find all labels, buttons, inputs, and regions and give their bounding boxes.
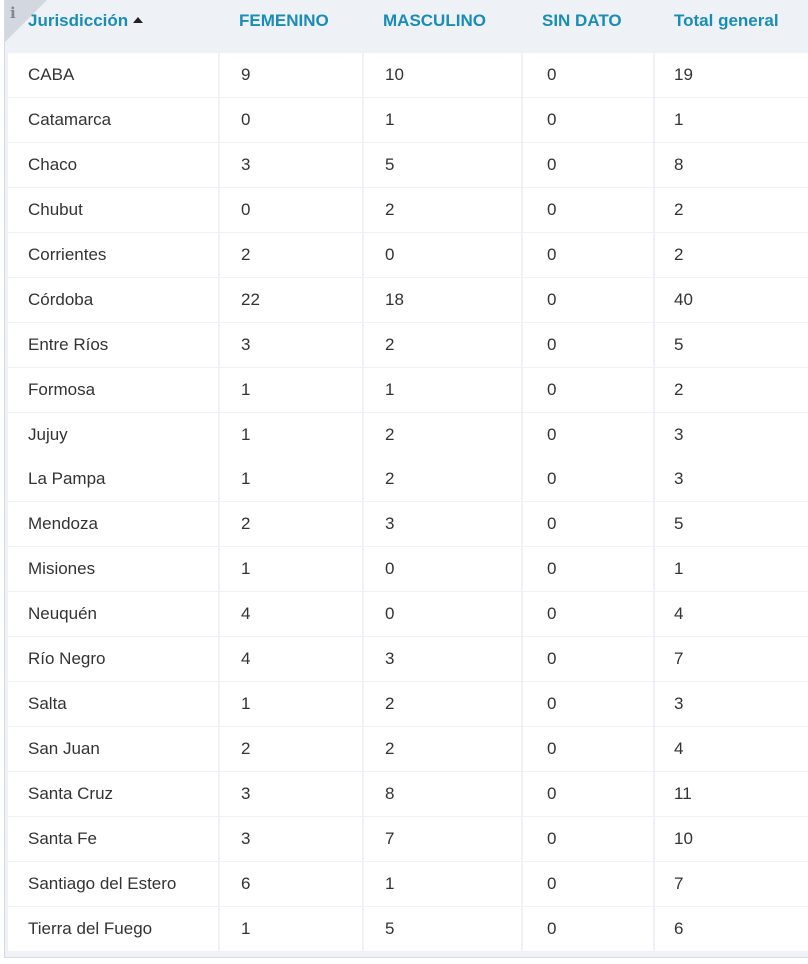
cell-sin-dato: 0 <box>523 817 653 861</box>
table-row <box>4 907 808 951</box>
cell-jurisdiccion: Santa Fe <box>8 817 218 861</box>
cell-jurisdiccion: San Juan <box>8 727 218 771</box>
cell-masculino: 5 <box>364 907 521 951</box>
cell-masculino: 8 <box>364 772 521 816</box>
table-row <box>4 682 808 726</box>
cell-femenino: 1 <box>220 547 362 591</box>
table-row <box>4 368 808 412</box>
cell-jurisdiccion: Córdoba <box>8 278 218 322</box>
cell-sin-dato: 0 <box>523 143 653 187</box>
cell-masculino: 10 <box>364 53 521 97</box>
cell-masculino: 0 <box>364 592 521 636</box>
cell-total-general: 2 <box>655 368 808 412</box>
cell-femenino: 3 <box>220 143 362 187</box>
cell-jurisdiccion: Mendoza <box>8 502 218 546</box>
cell-total-general: 3 <box>655 682 808 726</box>
cell-femenino: 1 <box>220 907 362 951</box>
cell-masculino: 1 <box>364 862 521 906</box>
cell-femenino: 0 <box>220 188 362 232</box>
table-row <box>4 53 808 97</box>
cell-sin-dato: 0 <box>523 368 653 412</box>
cell-total-general: 2 <box>655 233 808 277</box>
table-row <box>4 547 808 591</box>
cell-sin-dato: 0 <box>523 772 653 816</box>
cell-masculino: 0 <box>364 233 521 277</box>
table-row <box>4 188 808 232</box>
cell-femenino: 2 <box>220 727 362 771</box>
cell-masculino: 7 <box>364 817 521 861</box>
cell-jurisdiccion: Santiago del Estero <box>8 862 218 906</box>
table-row <box>4 817 808 861</box>
table-row <box>4 278 808 322</box>
cell-sin-dato: 0 <box>523 323 653 367</box>
sort-ascending-icon <box>133 17 143 23</box>
cell-femenino: 2 <box>220 502 362 546</box>
cell-total-general: 1 <box>655 547 808 591</box>
cell-total-general: 3 <box>655 413 808 457</box>
table-row <box>4 502 808 546</box>
cell-total-general: 2 <box>655 188 808 232</box>
table-row <box>4 727 808 771</box>
cell-femenino: 1 <box>220 457 362 501</box>
table-row <box>4 862 808 906</box>
cell-total-general: 3 <box>655 457 808 501</box>
table-row <box>4 457 808 501</box>
table-header <box>4 0 808 44</box>
cell-sin-dato: 0 <box>523 188 653 232</box>
cell-femenino: 6 <box>220 862 362 906</box>
column-header-jurisdiccion[interactable] <box>28 11 143 31</box>
cell-total-general: 7 <box>655 862 808 906</box>
cell-jurisdiccion: Misiones <box>8 547 218 591</box>
cell-sin-dato: 0 <box>523 413 653 457</box>
cell-total-general: 4 <box>655 592 808 636</box>
cell-femenino: 3 <box>220 323 362 367</box>
cell-total-general: 7 <box>655 637 808 681</box>
cell-jurisdiccion: Tierra del Fuego <box>8 907 218 951</box>
cell-total-general: 11 <box>655 772 808 816</box>
column-header-total-general[interactable]: Total general <box>674 11 779 30</box>
cell-femenino: 3 <box>220 772 362 816</box>
cell-total-general: 5 <box>655 323 808 367</box>
cell-jurisdiccion: CABA <box>8 53 218 97</box>
cell-total-general: 6 <box>655 907 808 951</box>
table-row <box>4 413 808 457</box>
cell-masculino: 1 <box>364 368 521 412</box>
cell-total-general: 8 <box>655 143 808 187</box>
table-row <box>4 143 808 187</box>
cell-masculino: 2 <box>364 457 521 501</box>
cell-femenino: 22 <box>220 278 362 322</box>
cell-masculino: 0 <box>364 547 521 591</box>
cell-jurisdiccion: Chubut <box>8 188 218 232</box>
cell-masculino: 2 <box>364 323 521 367</box>
column-header-femenino[interactable]: FEMENINO <box>239 11 329 30</box>
cell-jurisdiccion: Chaco <box>8 143 218 187</box>
cell-jurisdiccion: Salta <box>8 682 218 726</box>
cell-masculino: 2 <box>364 682 521 726</box>
cell-sin-dato: 0 <box>523 862 653 906</box>
cell-total-general: 4 <box>655 727 808 771</box>
cell-sin-dato: 0 <box>523 278 653 322</box>
table-row <box>4 98 808 142</box>
cell-femenino: 3 <box>220 817 362 861</box>
cell-total-general: 10 <box>655 817 808 861</box>
cell-masculino: 2 <box>364 413 521 457</box>
cell-masculino: 5 <box>364 143 521 187</box>
cell-total-general: 1 <box>655 98 808 142</box>
cell-jurisdiccion: Jujuy <box>8 413 218 457</box>
table-row <box>4 233 808 277</box>
table-row <box>4 323 808 367</box>
cell-sin-dato: 0 <box>523 98 653 142</box>
table-row <box>4 592 808 636</box>
cell-femenino: 9 <box>220 53 362 97</box>
table-row <box>4 772 808 816</box>
cell-jurisdiccion: Neuquén <box>8 592 218 636</box>
cell-femenino: 0 <box>220 98 362 142</box>
cell-sin-dato: 0 <box>523 727 653 771</box>
cell-sin-dato: 0 <box>523 637 653 681</box>
cell-jurisdiccion: Río Negro <box>8 637 218 681</box>
table-row <box>4 637 808 681</box>
cell-femenino: 1 <box>220 682 362 726</box>
cell-jurisdiccion: Entre Ríos <box>8 323 218 367</box>
cell-jurisdiccion: La Pampa <box>8 457 218 501</box>
column-header-masculino[interactable]: MASCULINO <box>383 11 486 30</box>
cell-masculino: 3 <box>364 502 521 546</box>
cell-femenino: 4 <box>220 637 362 681</box>
table-body <box>4 53 808 952</box>
cell-masculino: 3 <box>364 637 521 681</box>
cell-jurisdiccion: Corrientes <box>8 233 218 277</box>
cell-masculino: 2 <box>364 727 521 771</box>
cell-jurisdiccion: Catamarca <box>8 98 218 142</box>
cell-femenino: 1 <box>220 413 362 457</box>
cell-sin-dato: 0 <box>523 53 653 97</box>
cell-femenino: 2 <box>220 233 362 277</box>
cell-jurisdiccion: Santa Cruz <box>8 772 218 816</box>
cell-total-general: 5 <box>655 502 808 546</box>
cell-sin-dato: 0 <box>523 502 653 546</box>
cell-femenino: 4 <box>220 592 362 636</box>
cell-sin-dato: 0 <box>523 233 653 277</box>
cell-sin-dato: 0 <box>523 682 653 726</box>
cell-total-general: 19 <box>655 53 808 97</box>
cell-sin-dato: 0 <box>523 907 653 951</box>
cell-jurisdiccion: Formosa <box>8 368 218 412</box>
info-icon[interactable]: i <box>10 4 16 22</box>
cell-femenino: 1 <box>220 368 362 412</box>
cell-sin-dato: 0 <box>523 547 653 591</box>
cell-sin-dato: 0 <box>523 592 653 636</box>
column-header-label: Jurisdicción <box>28 11 129 30</box>
cell-masculino: 2 <box>364 188 521 232</box>
cell-sin-dato: 0 <box>523 457 653 501</box>
cell-total-general: 40 <box>655 278 808 322</box>
cell-masculino: 1 <box>364 98 521 142</box>
cell-masculino: 18 <box>364 278 521 322</box>
column-header-sin-dato[interactable]: SIN DATO <box>542 11 622 30</box>
